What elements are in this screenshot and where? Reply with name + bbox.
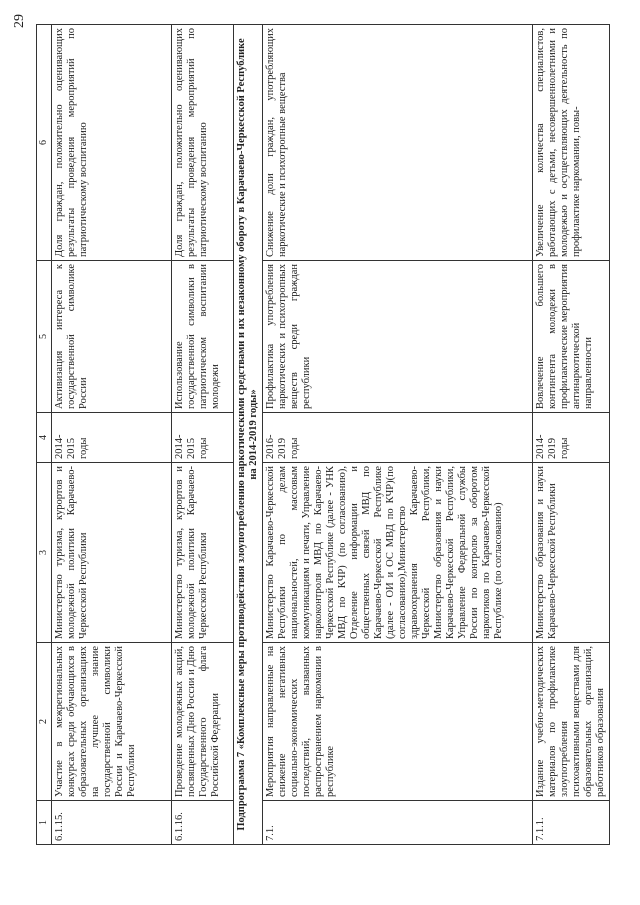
row-indicator: Снижение доли граждан, употребляющих наркотические и психотропные вещества: [263, 25, 533, 261]
row-number: 7.1.: [263, 801, 533, 845]
row-executor: Министерство туризма, курортов и молодежной политики Карачаево-Черкесской Республики: [52, 463, 172, 643]
row-number: 6.1.15.: [52, 801, 172, 845]
header-cell: 3: [37, 463, 52, 643]
row-executor: Министерство образования и науки Карачаево-Черкесской Республики: [533, 463, 610, 643]
program-table: [36, 24, 610, 845]
header-row: [37, 25, 52, 845]
header-cell: 4: [37, 413, 52, 463]
table-row: [263, 25, 533, 845]
row-executor: Министерство туризма, курортов и молодежной политики Карачаево-Черкесской Республики: [172, 463, 234, 643]
row-result: Профилактика употребления наркотических и психотропных веществ среди граждан республики: [263, 261, 533, 413]
header-cell: 2: [37, 643, 52, 801]
header-cell: 5: [37, 261, 52, 413]
row-event: Проведение молодежных акций, посвященных Дню России и Дню Государственного флага Российской Федерации: [172, 643, 234, 801]
table-row: [533, 25, 610, 845]
row-executor: Министерство Карачаево-Черкесской Республики по делам национальностей, массовым коммуникациям и печати, Управление наркоконтроля МВД по Карачаево-Черкесской Республике (далее - УНК МВД по КЧР) (по согласованию), Отделение информации и общественных связей МВД по Карачаево-Черкесской Республике (далее - ОИ и ОС МВД по КЧР)(по согласованию),Министерство здравоохранения Карачаево-Черкесской Республики, Министерство образования и науки Карачаево-Черкесской Республики, Управление Федеральной службы России по контролю за оборотом наркотиков по Карачаево-Черкесской Республике (по согласованию): [263, 463, 533, 643]
row-indicator: Доля граждан, положительно оценивающих результаты проведения мероприятий по патриотическому воспитанию: [172, 25, 234, 261]
row-years: 2014-2015 годы: [52, 413, 172, 463]
row-years: 2014-2019 годы: [533, 413, 610, 463]
header-cell: 1: [37, 801, 52, 845]
row-number: 7.1.1.: [533, 801, 610, 845]
table-row: [172, 25, 234, 845]
subprogram-title: Подпрограмма 7 «Комплексные меры противодействия злоупотреблению наркотическими средствами и их незаконному обороту в Карачаево-Черкесской Республике на 2014-2019 годы»: [234, 25, 263, 845]
row-indicator: Доля граждан, положительно оценивающих результаты проведения мероприятий по патриотическому воспитанию: [52, 25, 172, 261]
page-number: 29: [12, 14, 27, 28]
row-years: 2016-2019 годы: [263, 413, 533, 463]
row-indicator: Увеличение количества специалистов, работающих с детьми, несовершеннолетними и молодежью и осуществляющих деятельность по профилактике наркомании, повы-: [533, 25, 610, 261]
header-cell: 6: [37, 25, 52, 261]
row-result: Использование государственной символики в патриотическом воспитании молодежи: [172, 261, 234, 413]
row-number: 6.1.16.: [172, 801, 234, 845]
row-event: Издание учебно-методических материалов по профилактике злоупотребления психоактивными веществами для образовательных организаций, работников образования: [533, 643, 610, 801]
row-event: Участие в межрегиональных конкурсах среди обучающихся в образовательных организациях на лучшее знание государственной символики России и Карачаево-Черкесской Республики: [52, 643, 172, 801]
row-result: Активизация интереса к государственной символике России: [52, 261, 172, 413]
subprogram-row: [234, 25, 263, 845]
row-result: Вовлечение большего контингента молодежи в профилактические мероприятия антинаркотической направленности: [533, 261, 610, 413]
table-row: [52, 25, 172, 845]
row-years: 2014-2015 годы: [172, 413, 234, 463]
row-event: Мероприятия направленные на снижение негативных социально-экономических последствий, вызванных распространением наркомании в республике: [263, 643, 533, 801]
